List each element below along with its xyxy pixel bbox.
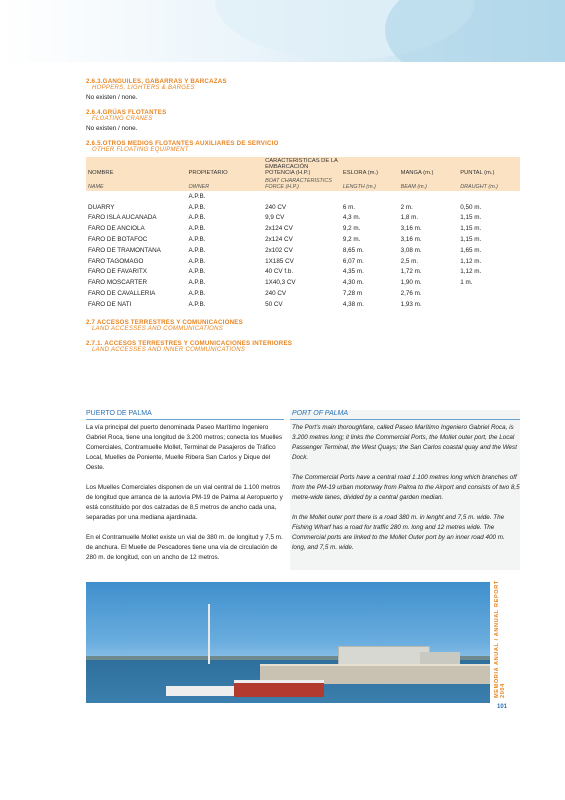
table-cell: A.P.B. bbox=[188, 279, 206, 287]
table-cell: 40 CV f.b. bbox=[265, 268, 294, 276]
table-cell: 1X40,3 CV bbox=[265, 279, 296, 287]
header-decoration bbox=[385, 0, 565, 62]
table-cell: 1,15 m. bbox=[460, 214, 482, 222]
paragraph: In the Mollet outer port there is a road 380 m. in lenght and 7,5 m. wide. The Fishing Wharf has a road for traffic 280 m. long and 12 metres wide. The Commercial ports are linked to the Mollet Outer port by an inner road 400 m. long, and 7,5 m. wide. bbox=[292, 514, 505, 551]
header-cell-en: DRAUGHT (m.) bbox=[460, 184, 498, 190]
table-cell: FARO DE ANCIOLA bbox=[88, 225, 145, 233]
table-cell bbox=[458, 288, 520, 299]
table-cell: 3,16 m. bbox=[400, 225, 422, 233]
column-title: PUERTO DE PALMA bbox=[86, 410, 284, 420]
section-title: 2.7.1. ACCESOS TERRESTRES Y COMUNICACIONES INTERIORES bbox=[86, 339, 293, 347]
table-row bbox=[86, 202, 520, 213]
english-column bbox=[290, 410, 520, 570]
table-header-row bbox=[86, 157, 520, 177]
table-cell: FARO DE FAVARITX bbox=[88, 268, 147, 276]
floating-equipment-table bbox=[86, 157, 520, 310]
header-cell-en: LENGTH (m.) bbox=[342, 184, 376, 190]
section-title: 2.6.4.GRÚAS FLOTANTES bbox=[86, 109, 167, 116]
section-title: 2.6.3.GANGUILES, GABARRAS Y BARCAZAS bbox=[86, 78, 227, 85]
table-cell: A.P.B. bbox=[188, 192, 206, 200]
table-cell: 1,65 m. bbox=[460, 246, 482, 254]
table-cell: 1,93 m. bbox=[400, 300, 422, 308]
table-cell: 50 CV bbox=[265, 300, 283, 308]
table-cell: 240 CV bbox=[265, 289, 287, 297]
table-cell: 9,9 CV bbox=[265, 214, 285, 222]
table-cell bbox=[458, 191, 520, 202]
paragraph: En el Contramuelle Mollet existe un vial de 380 m. de longitud y 7,5 m. de anchura. El Muelle de Pescadores tiene una vía de circulación de 280 m. de longitud, con un ancho de 12 metros. bbox=[86, 534, 283, 561]
table-cell: 1,12 m. bbox=[460, 257, 482, 265]
table-cell: A.P.B. bbox=[188, 203, 206, 211]
table-cell: 0,50 m. bbox=[460, 203, 482, 211]
table-cell: 1 m. bbox=[460, 279, 473, 287]
table-row bbox=[86, 223, 520, 234]
table-cell: A.P.B. bbox=[188, 300, 206, 308]
header-cell: PUNTAL (m.) bbox=[460, 170, 495, 176]
section-title: 2.7 ACCESOS TERRESTRES Y COMUNICACIONES bbox=[86, 318, 243, 326]
table-cell: 9,2 m. bbox=[342, 236, 361, 244]
table-cell bbox=[86, 191, 186, 202]
header-cell-en: BOAT CHARACTERISTICS FORCE (H.P.) bbox=[265, 178, 332, 190]
table-row bbox=[86, 191, 520, 202]
table-cell: 2 m. bbox=[400, 203, 413, 211]
header-cell: MANGA (m.) bbox=[400, 170, 434, 176]
table-body bbox=[86, 191, 520, 310]
main-content bbox=[86, 78, 520, 361]
table-cell: 4,3 m. bbox=[342, 214, 361, 222]
section-cranes bbox=[86, 109, 520, 132]
table-cell: A.P.B. bbox=[188, 268, 206, 276]
table-row bbox=[86, 266, 520, 277]
header-cell: NOMBRE bbox=[88, 170, 114, 176]
table-cell: 7,28 m bbox=[342, 289, 363, 297]
table-cell: DUARRY bbox=[88, 203, 115, 211]
header-cell: PROPIETARIO bbox=[188, 170, 228, 176]
table-cell: FARO DE NATI bbox=[88, 300, 132, 308]
table-cell bbox=[341, 191, 399, 202]
column-title: PORT OF PALMA bbox=[290, 410, 520, 420]
photo-mast bbox=[208, 604, 210, 664]
header-cell-en: NAME bbox=[88, 184, 104, 190]
table-cell: 1,15 m. bbox=[460, 236, 482, 244]
photo-boat bbox=[166, 686, 236, 696]
header-cell: CARACTERISTICAS DE LA EMBARCACIÓN POTENCIA (H.P.) bbox=[265, 158, 338, 176]
section-note: No existen / none. bbox=[86, 125, 138, 132]
section-title: 2.6.5.OTROS MEDIOS FLOTANTES AUXILIARES DE SERVICIO bbox=[86, 140, 279, 147]
table-cell: 2,5 m. bbox=[400, 257, 419, 265]
table-cell: 1,12 m. bbox=[460, 268, 482, 276]
table-cell bbox=[263, 191, 341, 202]
table-cell: 6 m. bbox=[342, 203, 356, 211]
table-cell: 2x124 CV bbox=[265, 225, 293, 233]
report-side-label: MEMORIA ANUAL / ANNUAL REPORT 2004 bbox=[494, 580, 506, 698]
table-cell: 2,76 m. bbox=[400, 289, 422, 297]
table-row bbox=[86, 299, 520, 310]
section-subtitle: HOPPERS, LIGHTERS & BARGES bbox=[92, 85, 195, 91]
section-land-access bbox=[86, 319, 520, 332]
section-subtitle: LAND ACCESSES AND INNER COMMUNICATIONS bbox=[92, 346, 246, 353]
paragraph: Los Muelles Comerciales disponen de un vial central de 1.100 metros de longitud que arranca de la autovía PM-19 de Palma al Aeropuerto y está constituido por dos calzadas de 8,5 metros de ancho cada una, separadas por una mediana ajardinada. bbox=[86, 484, 283, 521]
table-row bbox=[86, 234, 520, 245]
spanish-column bbox=[86, 410, 284, 573]
header-band bbox=[0, 0, 565, 62]
table-cell: 1,15 m. bbox=[460, 225, 482, 233]
table-cell: FARO ISLA AUCANADA bbox=[88, 214, 157, 222]
table-cell: A.P.B. bbox=[188, 225, 206, 233]
table-cell: 3,16 m. bbox=[400, 236, 422, 244]
paragraph: La vía principal del puerto denominada Paseo Marítimo Ingeniero Gabriel Roca, tiene una longitud de 3.200 metros; conecta los Muelles Comerciales, Contramuelle Mollet, Terminal de Pasajeros de Tráfico Local, Muelles de Poniente, Muelle Ribera San Carlos y Dique del Oeste. bbox=[86, 424, 283, 471]
section-note: No existen / none. bbox=[86, 94, 138, 101]
table-cell: A.P.B. bbox=[188, 246, 206, 254]
section-inner-communications bbox=[86, 340, 520, 353]
table-cell: 4,30 m. bbox=[342, 279, 364, 287]
table-row bbox=[86, 245, 520, 256]
photo-boat bbox=[234, 680, 324, 697]
table-cell: 1,90 m. bbox=[400, 279, 422, 287]
section-subtitle: LAND ACCESSES AND COMMUNICATIONS bbox=[92, 325, 224, 332]
header-cell-en: BEAM (m.) bbox=[400, 184, 427, 190]
table-cell: 2x102 CV bbox=[265, 246, 293, 254]
header-cell: ESLORA (m.) bbox=[342, 170, 379, 176]
table-cell: 240 CV bbox=[265, 203, 287, 211]
paragraph: The Commercial Ports have a central road 1.100 metres long which branches off from the PM-19 urban motorway from Palma to the Airport and consists of two 8,5 metre-wide lanes, divided by a central garden median. bbox=[292, 474, 520, 501]
table-cell: 9,2 m. bbox=[342, 225, 361, 233]
table-cell: A.P.B. bbox=[188, 236, 206, 244]
table-cell: FARO DE BOTAFOC bbox=[88, 236, 148, 244]
table-cell: 3,08 m. bbox=[400, 246, 422, 254]
table-cell: 1X185 CV bbox=[265, 257, 294, 265]
table-header-row-en bbox=[86, 177, 520, 191]
table-cell: 4,38 m. bbox=[342, 300, 364, 308]
table-cell: 1,72 m. bbox=[400, 268, 422, 276]
table-cell: A.P.B. bbox=[188, 289, 206, 297]
table-cell: 8,65 m. bbox=[342, 246, 364, 254]
table-cell: 2x124 CV bbox=[265, 236, 293, 244]
table-cell: FARO DE TRAMONTANA bbox=[88, 246, 161, 254]
table-cell: FARO DE CAVALLERIA bbox=[88, 289, 156, 297]
table-row bbox=[86, 256, 520, 267]
section-subtitle: FLOATING CRANES bbox=[92, 116, 153, 122]
table-cell: A.P.B. bbox=[188, 257, 206, 265]
section-other-floating bbox=[86, 140, 520, 153]
paragraph: The Port's main thoroughfare, called Paseo Marítimo Ingeniero Gabriel Roca, is 3.200 metres long; it links the Commercial Ports, the Mollet outer port, the Local Passenger Terminal, the West Quays; the San Carlos coastal quay and the West Dock. bbox=[292, 424, 517, 461]
table-cell: FARO TAGOMAGO bbox=[88, 257, 144, 265]
table-cell bbox=[458, 299, 520, 310]
table-row bbox=[86, 288, 520, 299]
table-row bbox=[86, 277, 520, 288]
header-cell-en: OWNER bbox=[188, 184, 210, 190]
table-cell: 6,07 m. bbox=[342, 257, 364, 265]
table-cell: FARO MOSCARTER bbox=[88, 279, 148, 287]
page-number: 101 bbox=[497, 704, 508, 710]
table-cell: 1,8 m. bbox=[400, 214, 419, 222]
section-subtitle: OTHER FLOATING EQUIPMENT bbox=[92, 147, 189, 153]
table-row bbox=[86, 213, 520, 224]
section-hoppers bbox=[86, 78, 520, 101]
port-description bbox=[86, 410, 520, 570]
table-cell: A.P.B. bbox=[188, 214, 206, 222]
table-cell bbox=[399, 191, 459, 202]
port-photo bbox=[86, 582, 490, 703]
table-cell: 4,35 m. bbox=[342, 268, 364, 276]
